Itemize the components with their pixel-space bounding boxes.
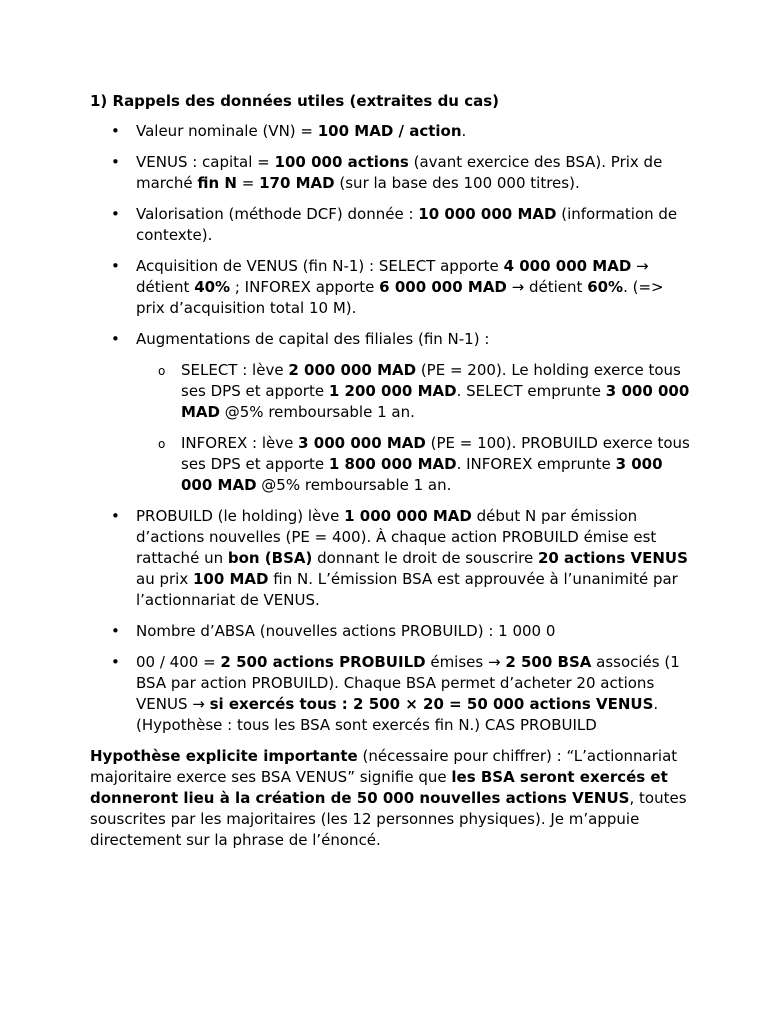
- bold-text: 4 000 000 MAD: [503, 257, 632, 275]
- bold-text: 20 actions VENUS: [537, 549, 688, 567]
- text-segment: au prix: [136, 570, 193, 588]
- bold-text: Hypothèse explicite importante: [90, 747, 358, 765]
- text-segment: début N par émission d’actions nouvelles (PE = 400). À chaque action PROBUILD émise est rattaché un: [136, 507, 657, 567]
- bullet-item: [90, 329, 690, 496]
- text-segment: 00 / 400 =: [136, 653, 221, 671]
- bullet-item: [90, 152, 690, 194]
- text-segment: VENUS : capital =: [136, 153, 275, 171]
- text-segment: . SELECT emprunte: [456, 382, 606, 400]
- text-segment: PROBUILD (le holding) lève: [136, 507, 345, 525]
- bold-text: fin N: [197, 174, 237, 192]
- sub-bullet-item: [136, 360, 690, 423]
- bold-text: 1 800 000 MAD: [328, 455, 457, 473]
- bullet-item: [90, 506, 690, 611]
- bullet-item: [90, 204, 690, 246]
- bullet-item: [90, 121, 690, 142]
- text-segment: Acquisition de VENUS (fin N-1) : SELECT apporte: [136, 257, 504, 275]
- text-segment: =: [236, 174, 260, 192]
- text-segment: . (Hypothèse : tous les BSA sont exercés fin N.) CAS PROBUILD: [136, 695, 659, 734]
- text-segment: ; INFOREX apporte: [230, 278, 380, 296]
- bold-text: 2 500 BSA: [505, 653, 592, 671]
- bold-text: 2 000 000 MAD: [288, 361, 417, 379]
- text-segment: INFOREX : lève: [181, 434, 299, 452]
- text-segment: (avant exercice des BSA). Prix de marché: [136, 153, 663, 192]
- text-segment: . (=> prix d’acquisition total 10 M).: [136, 278, 664, 317]
- text-segment: Valorisation (méthode DCF) donnée :: [136, 205, 419, 223]
- bold-text: les BSA seront exercés et donneront lieu à la création de 50 000 nouvelles actions VENUS: [90, 768, 668, 807]
- text-segment: @5% remboursable 1 an.: [256, 476, 452, 494]
- text-segment: (nécessaire pour chiffrer) : “L’actionnariat majoritaire exerce ses BSA VENUS” signifie que: [90, 747, 678, 786]
- text-segment: Augmentations de capital des filiales (fin N-1) :: [136, 330, 490, 348]
- section-heading: 1) Rappels des données utiles (extraites du cas): [90, 92, 500, 110]
- bold-text: bon (BSA): [227, 549, 313, 567]
- bold-text: 10 000 000 MAD: [418, 205, 557, 223]
- bold-text: 60%: [587, 278, 624, 296]
- text-segment: Valeur nominale (VN) =: [136, 122, 318, 140]
- bold-text: 1 200 000 MAD: [328, 382, 457, 400]
- bold-text: 1 000 000 MAD: [344, 507, 472, 525]
- text-segment: émises →: [425, 653, 506, 671]
- bold-text: 3 000 000 MAD: [298, 434, 426, 452]
- explicit-hypothesis-paragraph: [90, 746, 690, 851]
- text-segment: (PE = 100). PROBUILD exerce tous ses DPS et apporte: [181, 434, 690, 473]
- text-segment: , toutes souscrites par les majoritaires (les 12 personnes physiques). Je m’appuie directement sur la phrase de l’énoncé.: [90, 789, 687, 849]
- text-segment: @5% remboursable 1 an.: [220, 403, 415, 421]
- data-reminder-list: [90, 121, 690, 736]
- text-segment: → détient: [136, 257, 649, 296]
- bullet-item: [90, 256, 690, 319]
- bold-text: 170 MAD: [259, 174, 335, 192]
- bold-text: 2 500 actions PROBUILD: [220, 653, 426, 671]
- bold-text: 100 MAD / action: [317, 122, 462, 140]
- text-segment: donnant le droit de souscrire: [312, 549, 538, 567]
- bold-text: 100 000 actions: [274, 153, 409, 171]
- text-segment: Nombre d’ABSA (nouvelles actions PROBUILD) : 1 000 0: [136, 622, 556, 640]
- text-segment: .: [461, 122, 467, 140]
- text-segment: SELECT : lève: [181, 361, 289, 379]
- text-segment: . INFOREX emprunte: [456, 455, 616, 473]
- text-segment: (information de contexte).: [136, 205, 678, 244]
- sub-list: [136, 360, 690, 496]
- bold-text: si exercés tous : 2 500 × 20 = 50 000 actions VENUS: [209, 695, 654, 713]
- bullet-item: [90, 621, 690, 642]
- text-segment: associés (1 BSA par action PROBUILD). Chaque BSA permet d’acheter 20 actions VENUS →: [136, 653, 680, 713]
- bold-text: 6 000 000 MAD: [379, 278, 507, 296]
- text-segment: (PE = 200). Le holding exerce tous ses DPS et apporte: [181, 361, 681, 400]
- text-segment: → détient: [506, 278, 588, 296]
- text-segment: (sur la base des 100 000 titres).: [334, 174, 580, 192]
- bullet-item: [90, 652, 690, 736]
- bold-text: 3 000 000 MAD: [181, 455, 663, 494]
- bold-text: 40%: [194, 278, 231, 296]
- bold-text: 100 MAD: [192, 570, 269, 588]
- document-body: [90, 91, 690, 851]
- text-segment: fin N. L’émission BSA est approuvée à l’unanimité par l’actionnariat de VENUS.: [136, 570, 678, 609]
- sub-bullet-item: [136, 433, 690, 496]
- bold-text: 3 000 000 MAD: [181, 382, 690, 421]
